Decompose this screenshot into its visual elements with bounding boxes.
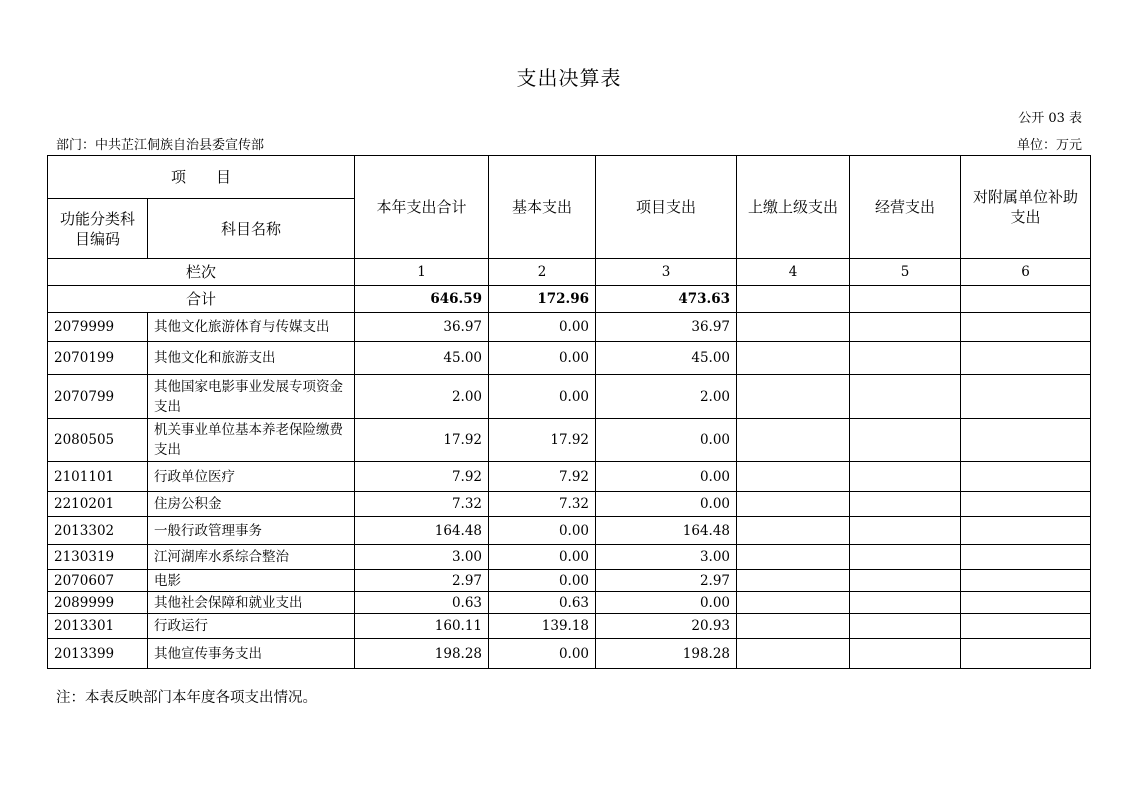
row-subsidy-expenditure: [961, 342, 1091, 375]
table-row: [48, 639, 1091, 669]
row-basic-expenditure: 139.18: [489, 614, 596, 639]
row-basic-expenditure: 0.00: [489, 570, 596, 592]
column-index-row: [48, 259, 1091, 286]
row-code: 2101101: [48, 462, 148, 492]
page-title: 支出决算表: [516, 66, 622, 90]
row-basic-expenditure: 0.00: [489, 342, 596, 375]
total-value-3: 473.63: [596, 286, 737, 313]
table-row: [48, 614, 1091, 639]
row-project-expenditure: 2.00: [596, 375, 737, 419]
row-operation-expenditure: [850, 462, 961, 492]
row-remit-expenditure: [737, 517, 850, 545]
header-col-project: 项目支出: [596, 156, 737, 259]
row-total-expenditure: 3.00: [355, 545, 489, 570]
row-project-expenditure: 0.00: [596, 492, 737, 517]
row-remit-expenditure: [737, 639, 850, 669]
row-total-expenditure: 7.92: [355, 462, 489, 492]
total-row: [48, 286, 1091, 313]
table-note: 注：本表反映部门本年度各项支出情况。: [56, 690, 317, 706]
row-operation-expenditure: [850, 614, 961, 639]
row-operation-expenditure: [850, 313, 961, 342]
row-total-expenditure: 0.63: [355, 592, 489, 614]
table-row: [48, 313, 1091, 342]
total-value-5: [850, 286, 961, 313]
row-code: 2013301: [48, 614, 148, 639]
row-code: 2013399: [48, 639, 148, 669]
row-remit-expenditure: [737, 492, 850, 517]
row-subject-name: 行政单位医疗: [148, 462, 355, 492]
row-total-expenditure: 17.92: [355, 419, 489, 462]
row-subsidy-expenditure: [961, 517, 1091, 545]
header-subject-name: 科目名称: [148, 199, 355, 259]
row-remit-expenditure: [737, 570, 850, 592]
row-subsidy-expenditure: [961, 419, 1091, 462]
row-operation-expenditure: [850, 639, 961, 669]
row-project-expenditure: 2.97: [596, 570, 737, 592]
header-row-1: [48, 156, 1091, 199]
form-code: 公开 03 表: [1018, 111, 1082, 126]
row-total-expenditure: 45.00: [355, 342, 489, 375]
row-operation-expenditure: [850, 375, 961, 419]
row-subject-name: 其他国家电影事业发展专项资金支出: [148, 375, 355, 419]
row-operation-expenditure: [850, 342, 961, 375]
table-row: [48, 462, 1091, 492]
row-code: 2210201: [48, 492, 148, 517]
header-col-basic: 基本支出: [489, 156, 596, 259]
row-basic-expenditure: 7.92: [489, 462, 596, 492]
row-subject-name: 机关事业单位基本养老保险缴费支出: [148, 419, 355, 462]
row-operation-expenditure: [850, 545, 961, 570]
row-code: 2089999: [48, 592, 148, 614]
column-index-1: 1: [355, 259, 489, 286]
row-project-expenditure: 20.93: [596, 614, 737, 639]
row-basic-expenditure: 0.00: [489, 545, 596, 570]
row-subsidy-expenditure: [961, 570, 1091, 592]
total-value-2: 172.96: [489, 286, 596, 313]
row-code: 2070607: [48, 570, 148, 592]
row-subject-name: 其他文化和旅游支出: [148, 342, 355, 375]
row-subject-name: 其他宣传事务支出: [148, 639, 355, 669]
unit-label: 单位：万元: [1016, 138, 1082, 153]
table-row: [48, 545, 1091, 570]
total-value-6: [961, 286, 1091, 313]
table-row: [48, 492, 1091, 517]
row-remit-expenditure: [737, 375, 850, 419]
header-col-remit: 上缴上级支出: [737, 156, 850, 259]
table-row: [48, 342, 1091, 375]
row-total-expenditure: 2.97: [355, 570, 489, 592]
row-project-expenditure: 3.00: [596, 545, 737, 570]
row-total-expenditure: 2.00: [355, 375, 489, 419]
row-total-expenditure: 7.32: [355, 492, 489, 517]
header-col-total: 本年支出合计: [355, 156, 489, 259]
row-operation-expenditure: [850, 570, 961, 592]
column-index-label: 栏次: [48, 259, 355, 286]
row-project-expenditure: 36.97: [596, 313, 737, 342]
row-basic-expenditure: 17.92: [489, 419, 596, 462]
row-remit-expenditure: [737, 313, 850, 342]
row-basic-expenditure: 0.00: [489, 313, 596, 342]
row-project-expenditure: 0.00: [596, 592, 737, 614]
row-remit-expenditure: [737, 462, 850, 492]
row-basic-expenditure: 0.00: [489, 639, 596, 669]
row-code: 2013302: [48, 517, 148, 545]
header-item: 项 目: [48, 156, 355, 199]
row-remit-expenditure: [737, 342, 850, 375]
row-project-expenditure: 45.00: [596, 342, 737, 375]
row-project-expenditure: 198.28: [596, 639, 737, 669]
row-basic-expenditure: 0.00: [489, 517, 596, 545]
row-remit-expenditure: [737, 419, 850, 462]
column-index-4: 4: [737, 259, 850, 286]
row-subject-name: 江河湖库水系综合整治: [148, 545, 355, 570]
row-subject-name: 一般行政管理事务: [148, 517, 355, 545]
department-label: 部门：中共芷江侗族自治县委宣传部: [56, 138, 265, 153]
row-total-expenditure: 36.97: [355, 313, 489, 342]
table-row: [48, 419, 1091, 462]
row-subsidy-expenditure: [961, 592, 1091, 614]
header-col-subsidy: 对附属单位补助支出: [961, 156, 1091, 259]
row-project-expenditure: 164.48: [596, 517, 737, 545]
row-subject-name: 其他社会保障和就业支出: [148, 592, 355, 614]
row-basic-expenditure: 0.63: [489, 592, 596, 614]
row-subsidy-expenditure: [961, 313, 1091, 342]
row-code: 2080505: [48, 419, 148, 462]
row-operation-expenditure: [850, 517, 961, 545]
row-subsidy-expenditure: [961, 492, 1091, 517]
total-label: 合计: [48, 286, 355, 313]
row-remit-expenditure: [737, 592, 850, 614]
column-index-3: 3: [596, 259, 737, 286]
row-subsidy-expenditure: [961, 462, 1091, 492]
header-func-code: 功能分类科目编码: [48, 199, 148, 259]
row-basic-expenditure: 7.32: [489, 492, 596, 517]
row-total-expenditure: 164.48: [355, 517, 489, 545]
row-subsidy-expenditure: [961, 545, 1091, 570]
row-basic-expenditure: 0.00: [489, 375, 596, 419]
row-subject-name: 行政运行: [148, 614, 355, 639]
row-project-expenditure: 0.00: [596, 462, 737, 492]
table-row: [48, 570, 1091, 592]
row-code: 2070199: [48, 342, 148, 375]
row-operation-expenditure: [850, 492, 961, 517]
column-index-6: 6: [961, 259, 1091, 286]
row-subsidy-expenditure: [961, 614, 1091, 639]
total-value-1: 646.59: [355, 286, 489, 313]
column-index-2: 2: [489, 259, 596, 286]
row-subsidy-expenditure: [961, 639, 1091, 669]
row-total-expenditure: 160.11: [355, 614, 489, 639]
row-code: 2079999: [48, 313, 148, 342]
header-col-operation: 经营支出: [850, 156, 961, 259]
table-row: [48, 375, 1091, 419]
row-subject-name: 电影: [148, 570, 355, 592]
row-subject-name: 其他文化旅游体育与传媒支出: [148, 313, 355, 342]
total-value-4: [737, 286, 850, 313]
row-subject-name: 住房公积金: [148, 492, 355, 517]
row-remit-expenditure: [737, 545, 850, 570]
row-remit-expenditure: [737, 614, 850, 639]
expenditure-table: [47, 155, 1091, 669]
table-row: [48, 592, 1091, 614]
row-total-expenditure: 198.28: [355, 639, 489, 669]
row-project-expenditure: 0.00: [596, 419, 737, 462]
row-operation-expenditure: [850, 419, 961, 462]
column-index-5: 5: [850, 259, 961, 286]
row-subsidy-expenditure: [961, 375, 1091, 419]
row-operation-expenditure: [850, 592, 961, 614]
row-code: 2070799: [48, 375, 148, 419]
table-row: [48, 517, 1091, 545]
row-code: 2130319: [48, 545, 148, 570]
